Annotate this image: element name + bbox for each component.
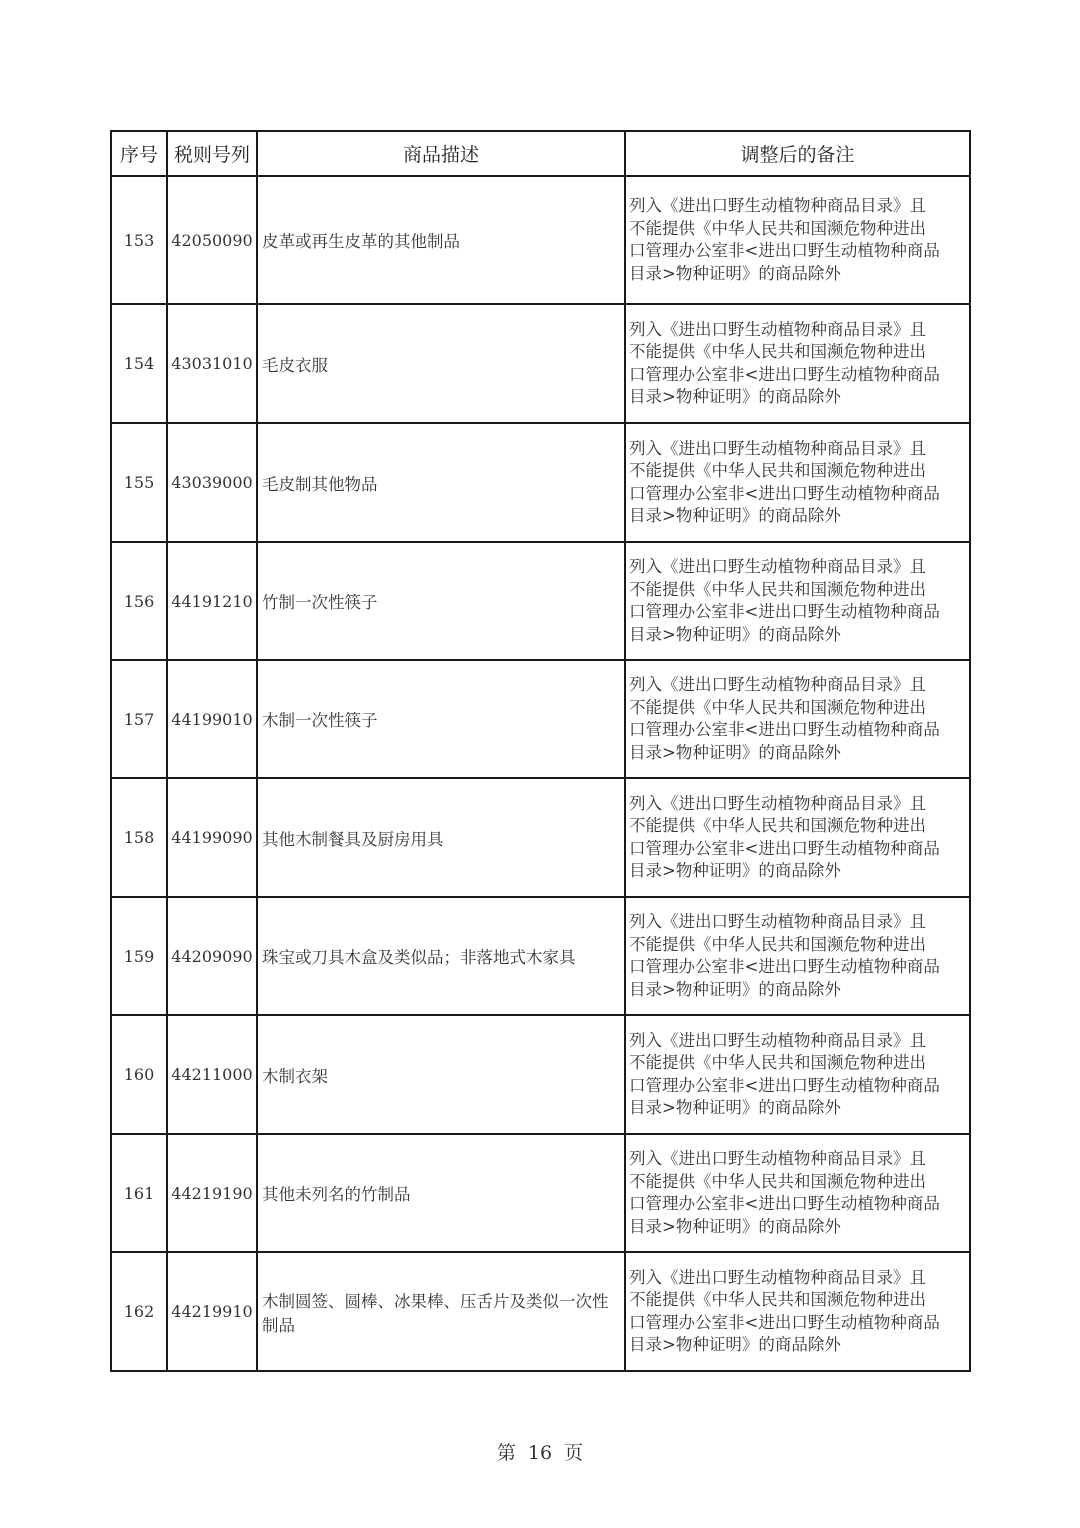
row-number: 153: [111, 176, 167, 304]
note-line: 列入《进出口野生动植物种商品目录》且: [629, 1030, 926, 1050]
goods-description: 竹制一次性筷子: [257, 542, 625, 660]
goods-description: 其他未列名的竹制品: [257, 1134, 625, 1252]
row-number: 156: [111, 542, 167, 660]
note-line: 口管理办公室非<进出口野生动植物种商品: [629, 1194, 940, 1213]
goods-table: [110, 130, 971, 1372]
tariff-code: 44199010: [167, 660, 257, 778]
header-note: 调整后的备注: [625, 131, 970, 176]
note-line: 目录>物种证明》的商品除外: [629, 506, 841, 525]
table-row: [111, 176, 970, 304]
goods-description: 木制圆签、圆棒、冰果棒、压舌片及类似一次性制品: [257, 1252, 625, 1371]
row-number: 155: [111, 423, 167, 542]
goods-description: 其他木制餐具及厨房用具: [257, 778, 625, 897]
note-line: 目录>物种证明》的商品除外: [629, 742, 841, 762]
note-line: 列入《进出口野生动植物种商品目录》且: [629, 1267, 926, 1287]
note-line: 列入《进出口野生动植物种商品目录》且: [629, 319, 926, 339]
note-line: 不能提供《中华人民共和国濒危物种进出: [629, 461, 926, 480]
row-number: 154: [111, 304, 167, 423]
note-line: 口管理办公室非<进出口野生动植物种商品: [629, 364, 940, 384]
page-suffix: 页: [564, 1442, 584, 1464]
tariff-code: 44219190: [167, 1134, 257, 1252]
goods-description: 皮革或再生皮革的其他制品: [257, 176, 625, 304]
note-line: 目录>物种证明》的商品除外: [629, 263, 841, 283]
tariff-code: 43039000: [167, 423, 257, 542]
page-number: [0, 1438, 1080, 1465]
adjusted-note: [625, 897, 970, 1015]
note-line: 目录>物种证明》的商品除外: [629, 979, 841, 999]
table-row: [111, 423, 970, 542]
note-line: 目录>物种证明》的商品除外: [629, 1216, 841, 1236]
goods-description: 毛皮衣服: [257, 304, 625, 423]
adjusted-note: [625, 1134, 970, 1252]
note-line: 列入《进出口野生动植物种商品目录》且: [629, 557, 926, 576]
adjusted-note: [625, 660, 970, 778]
note-line: 不能提供《中华人民共和国濒危物种进出: [629, 579, 926, 599]
table-row: [111, 778, 970, 897]
note-line: 不能提供《中华人民共和国濒危物种进出: [629, 934, 926, 954]
note-line: 口管理办公室非<进出口野生动植物种商品: [629, 720, 940, 739]
tariff-code: 44219910: [167, 1252, 257, 1371]
adjusted-note: [625, 423, 970, 542]
tariff-code: 44209090: [167, 897, 257, 1015]
note-line: 不能提供《中华人民共和国濒危物种进出: [629, 342, 926, 361]
note-line: 目录>物种证明》的商品除外: [629, 387, 841, 406]
note-line: 口管理办公室非<进出口野生动植物种商品: [629, 483, 940, 503]
note-line: 列入《进出口野生动植物种商品目录》且: [629, 675, 926, 694]
note-line: 口管理办公室非<进出口野生动植物种商品: [629, 602, 940, 621]
note-line: 列入《进出口野生动植物种商品目录》且: [629, 438, 926, 458]
table-row: [111, 1134, 970, 1252]
adjusted-note: [625, 1015, 970, 1134]
row-number: 158: [111, 778, 167, 897]
note-line: 不能提供《中华人民共和国濒危物种进出: [629, 1053, 926, 1072]
note-line: 口管理办公室非<进出口野生动植物种商品: [629, 1075, 940, 1095]
note-line: 列入《进出口野生动植物种商品目录》且: [629, 793, 926, 813]
table-row: [111, 542, 970, 660]
tariff-code: 43031010: [167, 304, 257, 423]
note-line: 列入《进出口野生动植物种商品目录》且: [629, 912, 926, 931]
note-line: 目录>物种证明》的商品除外: [629, 1335, 841, 1354]
adjusted-note: [625, 1252, 970, 1371]
header-no: 序号: [111, 131, 167, 176]
table-row: [111, 304, 970, 423]
note-line: 口管理办公室非<进出口野生动植物种商品: [629, 957, 940, 976]
page-value: 16: [527, 1442, 553, 1464]
row-number: 160: [111, 1015, 167, 1134]
header-desc: 商品描述: [257, 131, 625, 176]
row-number: 157: [111, 660, 167, 778]
page-prefix: 第: [496, 1442, 516, 1464]
note-line: 列入《进出口野生动植物种商品目录》且: [629, 1149, 926, 1168]
note-line: 口管理办公室非<进出口野生动植物种商品: [629, 241, 940, 260]
note-line: 不能提供《中华人民共和国濒危物种进出: [629, 816, 926, 835]
adjusted-note: [625, 304, 970, 423]
note-line: 不能提供《中华人民共和国濒危物种进出: [629, 1290, 926, 1309]
table-row: [111, 897, 970, 1015]
note-line: 目录>物种证明》的商品除外: [629, 1098, 841, 1117]
goods-description: 毛皮制其他物品: [257, 423, 625, 542]
note-line: 口管理办公室非<进出口野生动植物种商品: [629, 1312, 940, 1332]
adjusted-note: [625, 778, 970, 897]
note-line: 口管理办公室非<进出口野生动植物种商品: [629, 838, 940, 858]
tariff-code: 44211000: [167, 1015, 257, 1134]
adjusted-note: [625, 542, 970, 660]
note-line: 列入《进出口野生动植物种商品目录》且: [629, 196, 926, 215]
tariff-code: 44199090: [167, 778, 257, 897]
note-line: 不能提供《中华人民共和国濒危物种进出: [629, 697, 926, 717]
goods-description: 珠宝或刀具木盒及类似品；非落地式木家具: [257, 897, 625, 1015]
table-row: [111, 660, 970, 778]
adjusted-note: [625, 176, 970, 304]
row-number: 159: [111, 897, 167, 1015]
goods-description: 木制衣架: [257, 1015, 625, 1134]
note-line: 目录>物种证明》的商品除外: [629, 624, 841, 644]
table-header-row: [111, 131, 970, 176]
tariff-code: 44191210: [167, 542, 257, 660]
row-number: 161: [111, 1134, 167, 1252]
note-line: 目录>物种证明》的商品除外: [629, 861, 841, 880]
note-line: 不能提供《中华人民共和国濒危物种进出: [629, 1171, 926, 1191]
note-line: 不能提供《中华人民共和国濒危物种进出: [629, 218, 926, 238]
table-row: [111, 1015, 970, 1134]
goods-description: 木制一次性筷子: [257, 660, 625, 778]
row-number: 162: [111, 1252, 167, 1371]
table-row: [111, 1252, 970, 1371]
tariff-code: 42050090: [167, 176, 257, 304]
header-code: 税则号列: [167, 131, 257, 176]
